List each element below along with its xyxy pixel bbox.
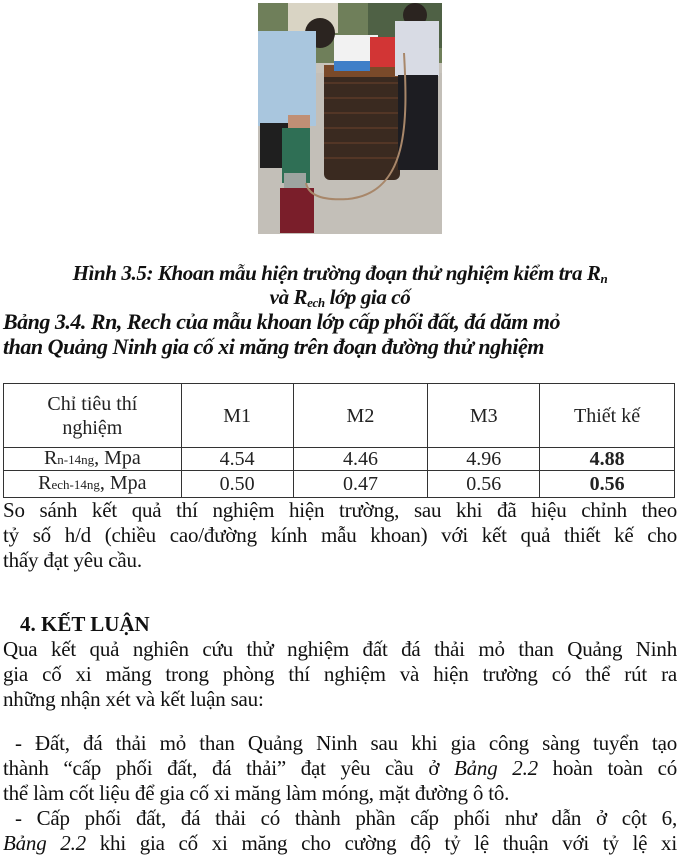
bullet-1-line-1: - Đất, đá thải mỏ than Quảng Ninh sau khi gia công sàng tuyển tạo [15,731,677,755]
header-criteria [4,384,182,448]
paragraph-line: So sánh kết quả thí nghiệm hiện trường, sau khi đã hiệu chỉnh theo [3,498,677,522]
label-unit: , Mpa [99,472,147,494]
label-unit: , Mpa [94,447,141,469]
cell-m1: 4.54 [181,448,293,471]
paragraph-line: Qua kết quả nghiên cứu thử nghiệm đất đá thải mỏ than Quảng Ninh [3,637,677,661]
bullet-2-line-1: - Cấp phối đất, đá thải có thành phần cấp phối như dẫn ở cột 6, [15,806,677,830]
header-design: Thiết kế [540,384,675,448]
label-subscript: ech-14ng [51,477,100,492]
conclusion-intro [3,637,677,712]
section-heading-conclusion: 4. KẾT LUẬN [20,612,150,636]
bullet-2-line-2 [3,831,677,856]
text: hoàn toàn có [537,756,677,780]
field-drilling-photo [258,3,442,234]
figure-caption-line-2 [0,285,680,309]
label-main: R [38,472,52,494]
cell-m1: 0.50 [181,471,293,498]
table-reference: Bảng 2.2 [453,756,538,780]
label-main: R [43,447,58,469]
row-label [4,471,182,498]
header-criteria-line-1: Chỉ tiêu thí [47,392,138,415]
paragraph-line: những nhận xét và kết luận sau: [3,687,264,711]
table-reference: Bảng 2.2 [3,831,86,855]
caption-text: và R [269,285,308,309]
text: thành “cấp phối đất, đá thải” đạt yêu cầu ở [3,756,454,780]
cell-m3: 0.56 [428,471,540,498]
header-criteria-line-2: nghiệm [62,416,123,439]
cell-m2: 0.47 [293,471,428,498]
table-row [4,471,675,498]
cell-m3: 4.96 [428,448,540,471]
bullet-1-line-2 [3,756,677,781]
caption-subscript: ech [307,295,325,310]
label-subscript: n-14ng [57,452,95,467]
cell-m2: 4.46 [293,448,428,471]
cell-design: 4.88 [540,448,675,471]
header-m1: M1 [181,384,293,448]
table-row [4,448,675,471]
header-m2: M2 [293,384,428,448]
paragraph-line: tỷ số h/d (chiều cao/đường kính mẫu khoan) với kết quả thiết kế cho [3,523,677,547]
caption-subscript: n [600,271,608,286]
comparison-paragraph [3,498,677,573]
figure-caption-line-1 [0,261,680,285]
paragraph-line: gia cố xi măng trong phòng thí nghiệm và hiện trường có thể rút ra [3,662,677,686]
row-label [4,448,182,471]
paragraph-line: thấy đạt yêu cầu. [3,548,142,572]
table-title-line-1: Bảng 3.4. Rn, Rech của mẫu khoan lớp cấp phối đất, đá dăm mỏ [3,309,560,334]
header-m3: M3 [428,384,540,448]
photo-illustration [258,3,442,234]
bullet-1-line-3: thể làm cốt liệu để gia cố xi măng làm móng, mặt đường ô tô. [3,781,510,805]
table-header-row [4,384,675,448]
caption-text: Hình 3.5: Khoan mẫu hiện trường đoạn thử nghiệm kiểm tra R [72,261,601,285]
conclusion-bullets [3,731,677,856]
caption-text: lớp gia cố [324,285,411,309]
table-title-line-2: than Quảng Ninh gia cố xi măng trên đoạn đường thử nghiệm [3,334,544,359]
text: khi gia cố xi măng cho cường độ tỷ lệ thuận với tỷ lệ xi [85,831,677,855]
cell-design: 0.56 [540,471,675,498]
results-table [3,383,675,498]
